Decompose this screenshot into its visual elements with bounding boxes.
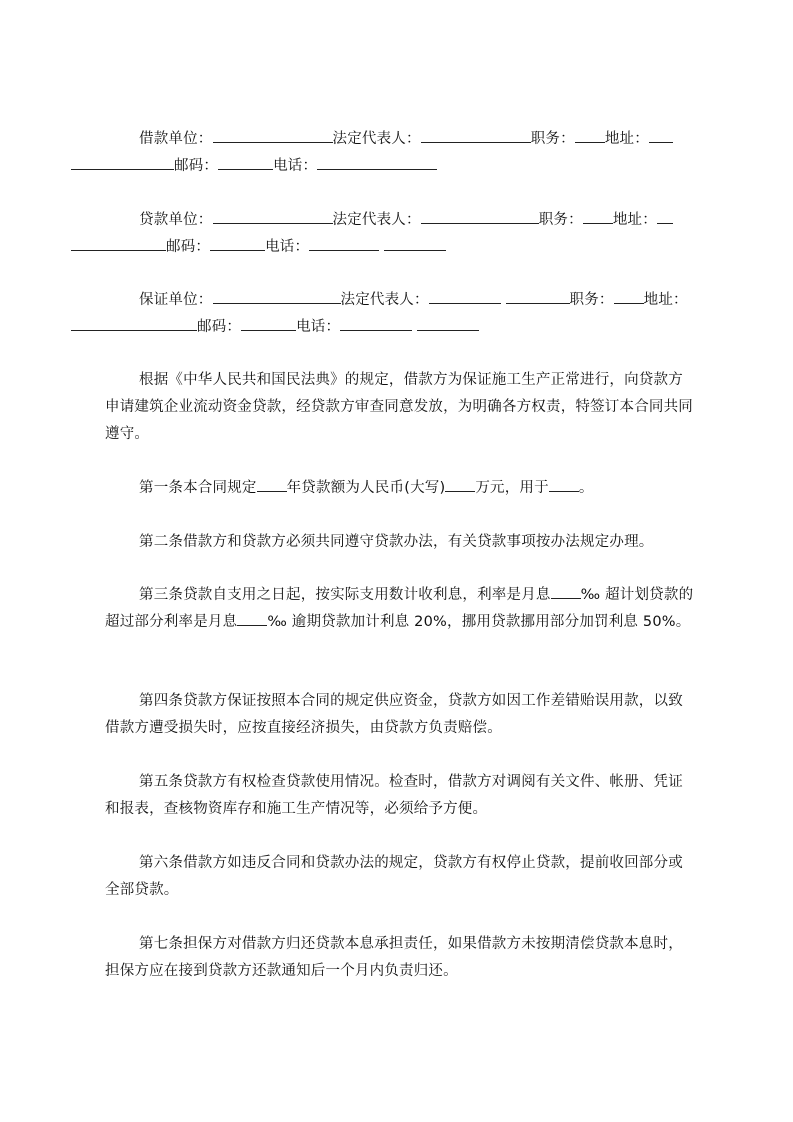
lender-info <box>105 207 695 261</box>
article-4: 第四条贷款方保证按照本合同的规定供应资金，贷款方如因工作差错贻误用款，以致借款方遭受损失时，应按直接经济损失，由贷款方负责赔偿。 <box>105 693 683 736</box>
borrower-phone-blank[interactable] <box>317 154 437 170</box>
borrower-title-label: 职务： <box>530 131 575 147</box>
article-1-amount-blank[interactable] <box>445 476 475 492</box>
article-3-rate-blank-2[interactable] <box>237 610 267 626</box>
article-3-text-c: ‰ 逾期贷款加计利息 20%，挪用贷款挪用部分加罚利息 50%。 <box>267 614 691 630</box>
article-1-purpose-blank[interactable] <box>549 476 579 492</box>
guarantor-rep-label: 法定代表人： <box>340 292 429 308</box>
guarantor-info <box>105 287 695 341</box>
borrower-title-blank[interactable] <box>575 127 605 143</box>
article-1 <box>105 475 695 502</box>
guarantor-rep-blank-2[interactable] <box>506 288 570 304</box>
article-1-year-blank[interactable] <box>257 476 287 492</box>
borrower-info <box>105 126 695 180</box>
guarantor-phone-blank-2[interactable] <box>417 315 479 331</box>
lender-addr-blank-1[interactable] <box>657 208 673 224</box>
lender-rep-label: 法定代表人： <box>332 212 421 228</box>
guarantor-rep-blank-1[interactable] <box>429 288 501 304</box>
borrower-post-label: 邮码： <box>174 158 219 174</box>
article-6: 第六条借款方如违反合同和贷款办法的规定，贷款方有权停止贷款，提前收回部分或全部贷款。 <box>105 855 683 898</box>
article-3 <box>105 582 695 636</box>
lender-addr-blank-2[interactable] <box>71 235 166 251</box>
borrower-label: 借款单位： <box>139 131 213 147</box>
borrower-addr-blank-1[interactable] <box>649 127 673 143</box>
borrower-rep-blank[interactable] <box>421 127 531 143</box>
article-1-text-a: 第一条本合同规定 <box>139 480 257 496</box>
guarantor-post-blank[interactable] <box>241 315 296 331</box>
article-1-text-d: 。 <box>578 480 594 496</box>
lender-name-blank[interactable] <box>213 208 333 224</box>
borrower-name-blank[interactable] <box>213 127 333 143</box>
article-3-rate-blank-1[interactable] <box>551 583 581 599</box>
article-7: 第七条担保方对借款方归还贷款本息承担责任，如果借款方未按期清偿贷款本息时，担保方应在接到贷款方还款通知后一个月内负责归还。 <box>105 936 683 979</box>
borrower-rep-label: 法定代表人： <box>332 131 421 147</box>
lender-post-label: 邮码： <box>166 239 211 255</box>
guarantor-name-blank[interactable] <box>213 288 341 304</box>
borrower-post-blank[interactable] <box>218 154 273 170</box>
lender-phone-blank-2[interactable] <box>384 235 446 251</box>
article-1-text-c: 万元，用于 <box>475 480 549 496</box>
guarantor-title-label: 职务： <box>569 292 614 308</box>
article-1-text-b: 年贷款额为人民币(大写) <box>286 480 446 496</box>
lender-phone-label: 电话： <box>265 239 310 255</box>
lender-rep-blank[interactable] <box>421 208 539 224</box>
article-3-text-a: 第三条贷款自支用之日起，按实际支用数计收利息，利率是月息 <box>139 587 551 603</box>
borrower-addr-blank-2[interactable] <box>71 154 174 170</box>
article-5: 第五条贷款方有权检查贷款使用情况。检查时，借款方对调阅有关文件、帐册、凭证和报表，查核物资库存和施工生产情况等，必须给予方便。 <box>105 774 683 817</box>
lender-title-label: 职务： <box>538 212 583 228</box>
guarantor-addr-label: 地址： <box>643 292 688 308</box>
guarantor-post-label: 邮码： <box>197 319 242 335</box>
borrower-phone-label: 电话： <box>273 158 318 174</box>
guarantor-phone-label: 电话： <box>296 319 341 335</box>
guarantor-title-blank[interactable] <box>614 288 644 304</box>
lender-phone-blank-1[interactable] <box>309 235 379 251</box>
preamble: 根据《中华人民共和国民法典》的规定，借款方为保证施工生产正常进行，向贷款方申请建筑企业流动资金贷款，经贷款方审查同意发放，为明确各方权责，特签订本合同共同遵守。 <box>105 372 693 442</box>
lender-addr-label: 地址： <box>612 212 657 228</box>
lender-title-blank[interactable] <box>583 208 613 224</box>
article-2: 第二条借款方和贷款方必须共同遵守贷款办法，有关贷款事项按办法规定办理。 <box>139 534 654 550</box>
article-3-text-b: ‰ 超计划贷款的超过部分利率是月息 <box>105 587 694 630</box>
lender-post-blank[interactable] <box>210 235 265 251</box>
guarantor-label: 保证单位： <box>139 292 213 308</box>
lender-label: 贷款单位： <box>139 212 213 228</box>
guarantor-phone-blank-1[interactable] <box>340 315 412 331</box>
borrower-addr-label: 地址： <box>604 131 649 147</box>
guarantor-addr-blank[interactable] <box>71 315 197 331</box>
